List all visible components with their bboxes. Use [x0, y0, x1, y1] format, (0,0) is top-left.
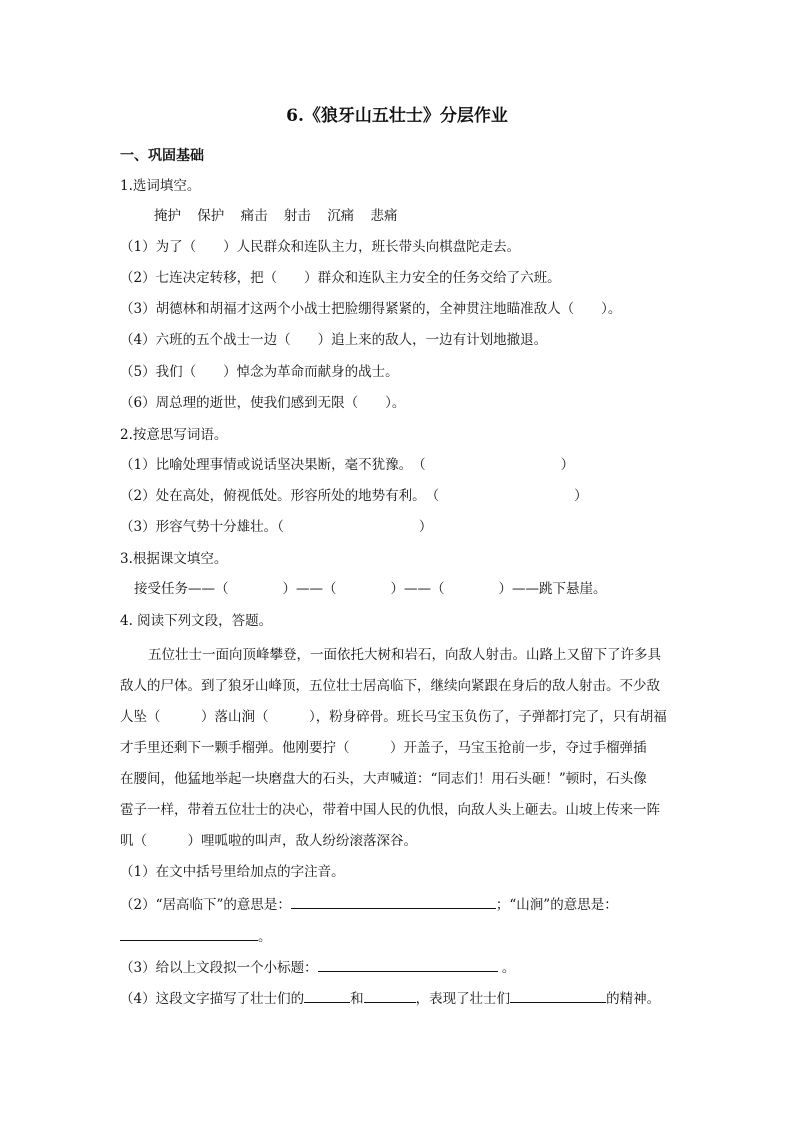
question-1-item: （3）胡德林和胡福才这两个小战士把脸绷得紧紧的，全神贯注地瞄准敌人（ ）。 [120, 301, 622, 317]
question-1-heading: 1.选词填空。 [120, 178, 201, 194]
question-4-heading: 4. 阅读下列文段，答题。 [120, 613, 273, 629]
question-4-sub3 [120, 957, 515, 978]
reading-passage-line: 五位壮士一面向顶峰攀登，一面依托大树和岩石，向敌人射击。山路上又留下了许多具 [148, 647, 661, 663]
section-heading: 一、巩固基础 [120, 148, 204, 164]
sub2-prompt-a: （2）“居高临下”的意思是： [120, 897, 291, 913]
word-bank-item: 掩护 [154, 208, 181, 224]
answer-blank[interactable] [291, 894, 496, 909]
question-4-sub2-cont [120, 926, 272, 947]
question-2-item: （2）处在高处，俯视低处。形容所处的地势有利。 （ ） [120, 488, 588, 504]
sub4-prompt-b: 和 [350, 991, 364, 1007]
question-1-item: （5）我们（ ）悼念为革命而献身的战士。 [120, 364, 399, 380]
sub2-prompt-b: ；“山涧”的意思是： [495, 897, 618, 913]
sub2-end: 。 [258, 929, 272, 945]
sub4-prompt-c: ，表现了壮士们 [415, 991, 511, 1007]
answer-blank[interactable] [510, 988, 606, 1003]
word-bank-item: 保护 [197, 208, 225, 224]
question-1-item: （2）七连决定转移，把（ ）群众和连队主力安全的任务交给了六班。 [120, 270, 561, 286]
question-3-line: 接受任务——（ ）——（ ）——（ ）——跳下悬崖。 [134, 581, 607, 597]
question-2-item: （3）形容气势十分雄壮。（ ） [120, 519, 433, 535]
question-1-item: （6）周总理的逝世，使我们感到无限（ ）。 [120, 395, 406, 411]
reading-passage-line: 敌人的尸体。到了狼牙山峰顶，五位壮士居高临下，继续向紧跟在身后的敌人射击。不少敌 [120, 678, 660, 694]
question-2-heading: 2.按意思写词语。 [120, 427, 228, 443]
sub3-prompt: （3）给以上文段拟一个小标题： [120, 960, 318, 976]
answer-blank[interactable] [304, 988, 350, 1003]
reading-passage-line: 才手里还剩下一颗手榴弹。他刚要拧（ ）开盖子，马宝玉抢前一步，夺过手榴弹插 [120, 740, 647, 756]
page-title: 6.《狼牙山五壮士》分层作业 [286, 106, 508, 126]
reading-passage-line: 雹子一样，带着五位壮士的决心，带着中国人民的仇恨，向敌人头上砸去。山坡上传来一阵 [120, 802, 660, 818]
question-4-sub1: （1）在文中括号里给加点的字注音。 [120, 864, 345, 880]
question-4-sub4 [120, 988, 660, 1009]
reading-passage-line: 在腰间，他猛地举起一块磨盘大的石头，大声喊道：“同志们！用石头砸！”顿时，石头像 [120, 771, 647, 787]
sub4-prompt-d: 的精神。 [606, 991, 661, 1007]
question-1-item: （1）为了（ ）人民群众和连队主力，班长带头向棋盘陀走去。 [120, 239, 521, 255]
word-bank-item: 悲痛 [370, 208, 398, 224]
reading-passage-line: 叽（ ）哩呱啦的叫声，敌人纷纷滚落深谷。 [120, 833, 417, 849]
answer-blank[interactable] [120, 926, 258, 941]
word-bank-item: 痛击 [240, 208, 268, 224]
word-bank-item: 射击 [283, 208, 311, 224]
word-bank-item: 沉痛 [327, 208, 355, 224]
answer-blank[interactable] [364, 988, 416, 1003]
question-4-sub2 [120, 894, 618, 915]
reading-passage-line: 人坠（ ）落山涧（ ），粉身碎骨。班长马宝玉负伤了，子弹都打完了，只有胡福 [120, 709, 667, 725]
sub3-end: 。 [501, 960, 516, 976]
answer-blank[interactable] [318, 957, 498, 972]
question-2-item: （1）比喻处理事情或说话坚决果断，毫不犹豫。 （ ） [120, 457, 575, 473]
sub4-prompt-a: （4）这段文字描写了壮士们的 [120, 991, 305, 1007]
word-bank [154, 206, 409, 226]
question-1-item: （4）六班的五个战士一边（ ）追上来的敌人，一边有计划地撤退。 [120, 332, 548, 348]
question-3-heading: 3.根据课文填空。 [120, 551, 228, 567]
